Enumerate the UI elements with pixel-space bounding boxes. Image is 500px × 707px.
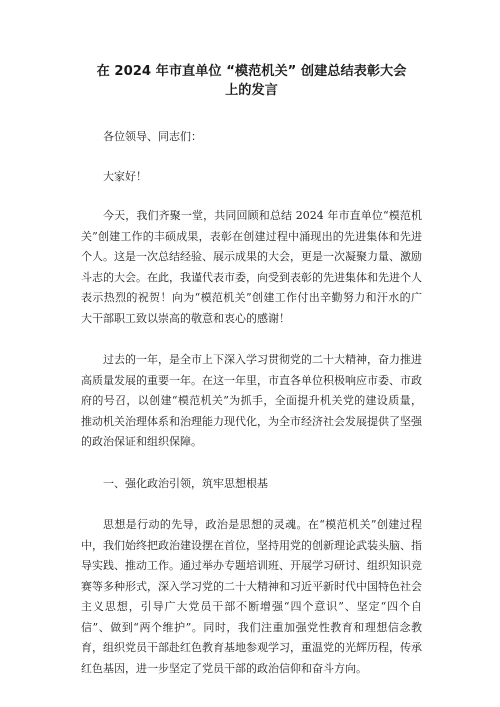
section-paragraph-1: 思想是行动的先导，政治是思想的灵魂。在“模范机关”创建过程中，我们始终把政治建设摆在首位，坚持用党的创新理论武装头脑、指导实践、推动工作。通过举办专题培训班、开展学习研讨、组织知识竞赛等多种形式，深入学习党的二十大精神和习近平新时代中国特色社会主义思想，引导广大党员干部不断增强“四个意识”、坚定“四个自信”、做到“两个维护”。同时，我们注重加强党性教育和理想信念教育，组织党员干部赴红色教育基地参观学习，重温党的光辉历程，传承红色基因，进一步坚定了党员干部的政治信仰和奋斗方向。 — [81, 518, 422, 675]
paragraph-opening: 今天，我们齐聚一堂，共同回顾和总结 2024 年市直单位“模范机关”创建工作的丰硕成果，表彰在创建过程中涌现出的先进集体和先进个人。这是一次总结经验、展示成果的大会，更是一次凝聚力量、激励斗志的大会。在此，我谨代表市委，向受到表彰的先进集体和先进个人表示热烈的祝贺！向为“模范机关”创建工作付出辛勤努力和汗水的广大干部职工致以崇高的敬意和衷心的感谢！ — [81, 209, 422, 325]
title-line-2: 上的发言 — [225, 83, 278, 98]
title-line-1: 在 2024 年市直单位 “模范机关” 创建总结表彰大会 — [96, 64, 407, 79]
greeting: 大家好！ — [103, 169, 147, 183]
section-heading-1: 一、强化政治引领，筑牢思想根基 — [103, 476, 268, 490]
paragraph-review: 过去的一年，是全市上下深入学习贯彻党的二十大精神，奋力推进高质量发展的重要一年。在这一年里，市直各单位积极响应市委、市政府的号召，以创建“模范机关”为抓手，全面提升机关党的建设质量，推动机关治理体系和治理能力现代化，为全市经济社会发展提供了坚强的政治保证和组织保障。 — [81, 353, 422, 448]
document-title — [81, 62, 422, 100]
salutation: 各位领导、同志们： — [103, 130, 202, 143]
